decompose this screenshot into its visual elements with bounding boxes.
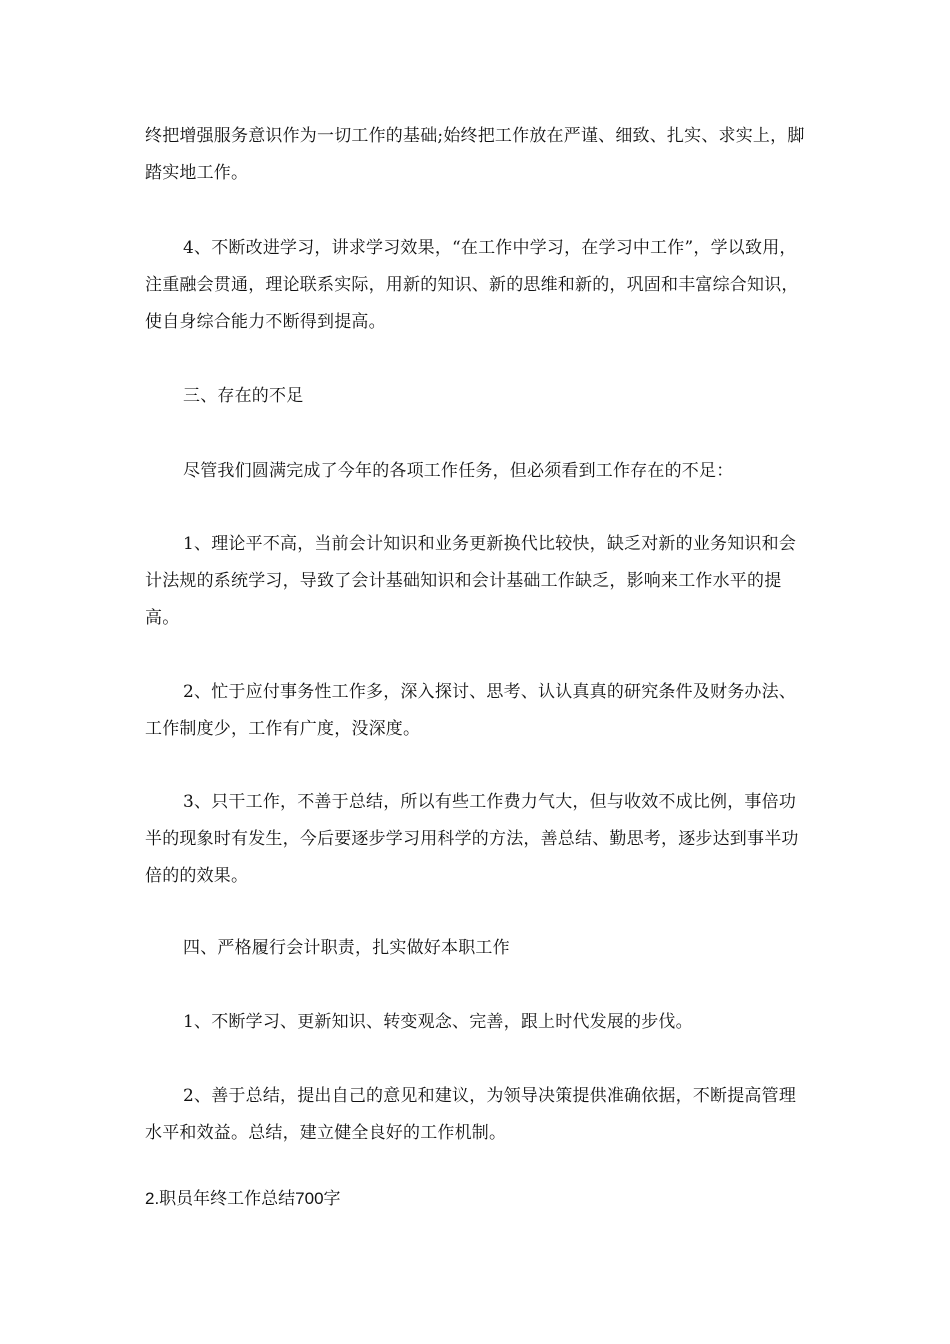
paragraph-improve-learning: 4、不断改进学习，讲求学习效果，“在工作中学习，在学习中工作”，学以致用，注重融会贯通，理论联系实际，用新的知识、新的思维和新的，巩固和丰富综合知识，使自身综合能力不断得到提高。: [145, 238, 799, 332]
heading-shortcomings: 三、存在的不足: [183, 386, 304, 406]
paragraph-service-awareness: 终把增强服务意识作为一切工作的基础;始终把工作放在严谨、细致、扎实、求实上，脚踏实地工作。: [145, 126, 805, 183]
section-title: 2.职员年终工作总结700字: [145, 1189, 341, 1208]
paragraph-duty-1: 1、不断学习、更新知识、转变观念、完善，跟上时代发展的步伐。: [183, 1012, 693, 1032]
paragraph-shortcomings-intro: 尽管我们圆满完成了今年的各项工作任务，但必须看到工作存在的不足：: [183, 461, 734, 481]
paragraph-shortcoming-3: 3、只干工作，不善于总结，所以有些工作费力气大，但与收效不成比例，事倍功半的现象时有发生，今后要逐步学习用科学的方法，善总结、勤思考，逐步达到事半功倍的的效果。: [145, 792, 799, 886]
heading-accounting-duties: 四、严格履行会计职责，扎实做好本职工作: [183, 938, 510, 958]
paragraph-shortcoming-1: 1、理论平不高，当前会计知识和业务更新换代比较快，缺乏对新的业务知识和会计法规的系统学习，导致了会计基础知识和会计基础工作缺乏，影响来工作水平的提高。: [145, 534, 797, 628]
paragraph-shortcoming-2: 2、忙于应付事务性工作多，深入探讨、思考、认认真真的研究条件及财务办法、工作制度少，工作有广度，没深度。: [145, 682, 797, 739]
paragraph-duty-2: 2、善于总结，提出自己的意见和建议，为领导决策提供准确依据，不断提高管理水平和效益。总结，建立健全良好的工作机制。: [145, 1086, 797, 1143]
